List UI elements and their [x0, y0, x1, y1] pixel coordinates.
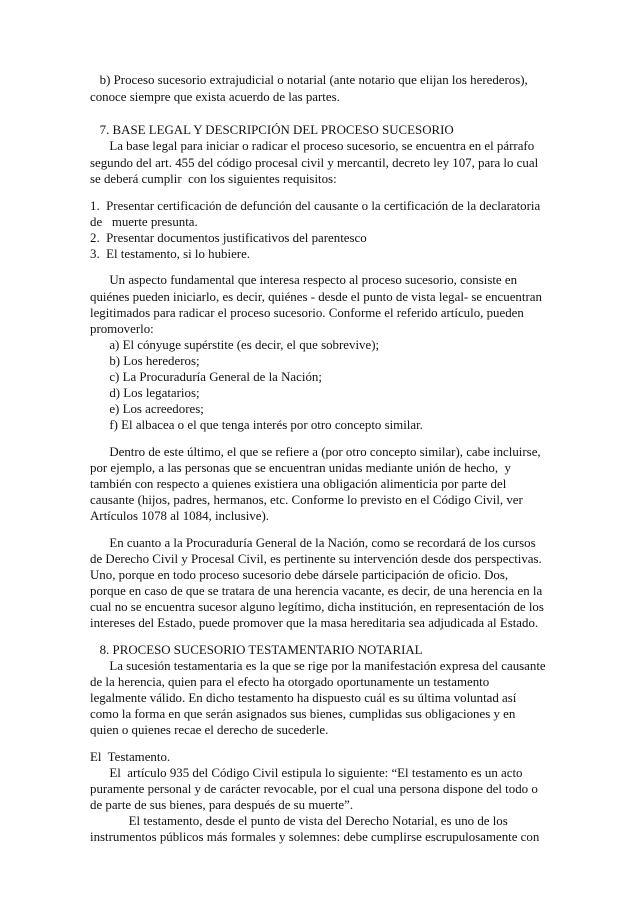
- text-line: por ejemplo, a las personas que se encuentran unidas mediante unión de hecho, y: [90, 461, 511, 475]
- text-line: La sucesión testamentaria es la que se rige por la manifestación expresa del causante: [90, 659, 546, 673]
- text-line: El artículo 935 del Código Civil estipula lo siguiente: “El testamento es un acto: [90, 766, 523, 780]
- requirement-item: de muerte presunta.: [90, 215, 198, 229]
- text-line: también con respecto a quienes existiera una obligación alimenticia por parte del: [90, 477, 507, 491]
- requirement-item: 3. El testamento, si lo hubiere.: [90, 247, 251, 261]
- list-item: a) El cónyuge supérstite (es decir, el que sobrevive);: [90, 338, 380, 352]
- text-line: causante (hijos, padres, hermanos, etc. Conforme lo previsto en el Código Civil, ver: [90, 493, 523, 507]
- text-line: quien o quienes recae el derecho de sucederle.: [90, 723, 329, 737]
- text-line: cual no se encuentra sucesor alguno legítimo, dicha institución, en representación de los: [90, 600, 544, 614]
- text-line: intereses del Estado, puede promover que la masa hereditaria sea adjudicada al Estado.: [90, 616, 539, 630]
- text-line: legalmente válido. En dicho testamento ha dispuesto cuál es su última voluntad así: [90, 691, 517, 705]
- text-line: La base legal para iniciar o radicar el proceso sucesorio, se encuentra en el párrafo: [90, 139, 535, 153]
- text-line: instrumentos públicos más formales y solemnes: debe cumplirse escrupulosamente con: [90, 830, 540, 844]
- text-line: promoverlo:: [90, 322, 154, 336]
- requirement-item: 1. Presentar certificación de defunción del causante o la certificación de la declaratoria: [90, 199, 541, 213]
- text-line: de parte de sus bienes, para después de su muerte”.: [90, 798, 354, 812]
- list-item: e) Los acreedores;: [90, 402, 204, 416]
- section-heading-7: 7. BASE LEGAL Y DESCRIPCIÓN DEL PROCESO SUCESORIO: [90, 123, 454, 137]
- text-line: puramente personal y de carácter revocable, por el cual una persona dispone del todo o: [90, 782, 538, 796]
- text-line: porque en caso de que se tratara de una herencia vacante, es decir, de una herencia en la: [90, 584, 543, 598]
- requirement-item: 2. Presentar documentos justificativos del parentesco: [90, 231, 367, 245]
- text-line: Dentro de este último, el que se refiere a (por otro concepto similar), cabe incluirse,: [90, 445, 541, 459]
- text-line: Un aspecto fundamental que interesa respecto al proceso sucesorio, consiste en: [90, 273, 518, 287]
- text-line: legitimados para radicar el proceso sucesorio. Conforme el referido artículo, pueden: [90, 306, 524, 320]
- subheading: El Testamento.: [90, 750, 171, 764]
- text-line: b) Proceso sucesorio extrajudicial o notarial (ante notario que elijan los herederos),: [90, 73, 528, 87]
- list-item: d) Los legatarios;: [90, 386, 200, 400]
- list-item: f) El albacea o el que tenga interés por otro concepto similar.: [90, 418, 423, 432]
- text-line: quiénes pueden iniciarlo, es decir, quiénes - desde el punto de vista legal- se encuentran: [90, 290, 542, 304]
- text-line: Artículos 1078 al 1084, inclusive).: [90, 509, 270, 523]
- list-item: c) La Procuraduría General de la Nación;: [90, 370, 322, 384]
- list-item: b) Los herederos;: [90, 354, 200, 368]
- text-line: conoce siempre que exista acuerdo de las partes.: [90, 90, 340, 104]
- text-line: Uno, porque en todo proceso sucesorio debe dársele participación de oficio. Dos,: [90, 568, 509, 582]
- text-line: de la herencia, quien para el efecto ha otorgado oportunamente un testamento: [90, 675, 490, 689]
- text-line: se deberá cumplir con los siguientes requisitos:: [90, 172, 337, 186]
- text-line: El testamento, desde el punto de vista del Derecho Notarial, es uno de los: [90, 814, 508, 828]
- text-line: de Derecho Civil y Procesal Civil, es pertinente su intervención desde dos perspectivas.: [90, 552, 542, 566]
- text-line: segundo del art. 455 del código procesal civil y mercantil, decreto ley 107, para lo cual: [90, 156, 539, 170]
- text-line: como la forma en que serán asignados sus bienes, cumplidas sus obligaciones y en: [90, 707, 516, 721]
- text-line: En cuanto a la Procuraduría General de la Nación, como se recordará de los cursos: [90, 536, 536, 550]
- section-heading-8: 8. PROCESO SUCESORIO TESTAMENTARIO NOTARIAL: [90, 643, 423, 657]
